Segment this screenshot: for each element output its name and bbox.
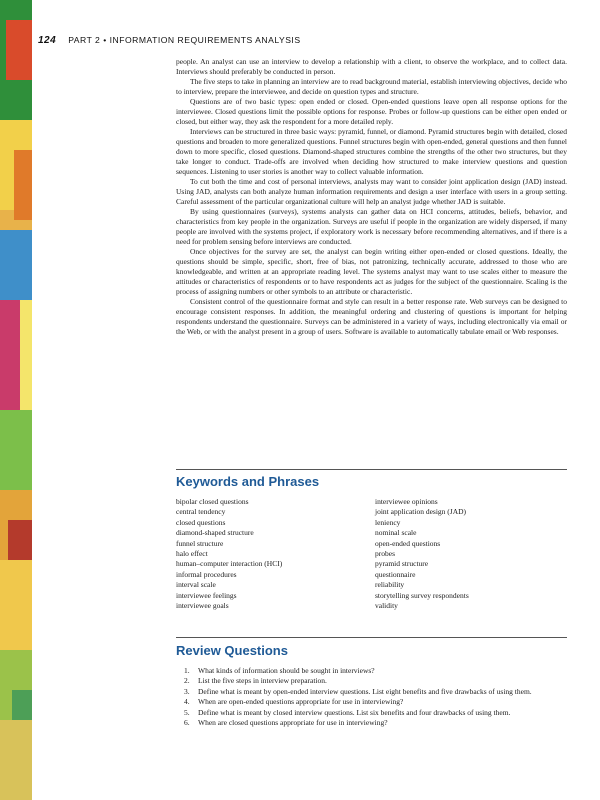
keyword: halo effect [176, 549, 208, 559]
keyword: interviewee feelings [176, 590, 237, 600]
keyword: storytelling survey respondents [375, 590, 469, 600]
keyword: reliability [375, 580, 405, 590]
list-item: 3. Define what is meant by open-ended interview questions. List eight benefits and five drawbacks of using them. [184, 686, 532, 696]
keyword: interval scale [176, 580, 216, 590]
list-item: 5. Define what is meant by closed interview questions. List six benefits and four drawbacks of using them. [184, 707, 511, 717]
review-questions-list [176, 666, 567, 728]
list-item: 2. List the five steps in interview preparation. [184, 676, 327, 686]
paragraph: Interviews can be structured in three basic ways: pyramid, funnel, or diamond. Pyramid structures begin with detailed, closed questions and broaden to more generalized questions. Funnel structures begin with open-ended, general questions and then funnel down to more specific, closed questions. Diamond-shaped structures combine the strengths of the other two structures, but they take longer to conduct. Trade-offs are involved when deciding how structured to make interview questions and question sequences. Listening to user stories is another way to collect valuable information. [176, 127, 567, 176]
keyword: questionnaire [375, 569, 416, 579]
review-heading: Review Questions [176, 643, 288, 658]
list-item: 4. When are open-ended questions appropriate for use in interviewing? [184, 697, 404, 707]
list-item: 6. When are closed questions appropriate for use in interviewing? [184, 718, 388, 728]
paragraph: Questions are of two basic types: open ended or closed. Open-ended questions leave open all response options for the interviewee. Closed questions limit the possible options for response. Probes or follow-up questions can be either open ended or closed, but either way, they ask the respondent for a more detailed reply. [176, 97, 567, 126]
keyword: funnel structure [176, 538, 224, 548]
keyword: pyramid structure [375, 559, 429, 569]
paragraph: The five steps to take in planning an interview are to read background material, establish interviewing objectives, decide who to interview, prepare the interviewee, and decide on question types and structure. [176, 77, 567, 96]
keyword: central tendency [176, 507, 226, 517]
keyword: nominal scale [375, 528, 417, 538]
keywords-right-column [375, 497, 469, 611]
keyword: human–computer interaction (HCI) [176, 559, 283, 569]
keyword: diamond-shaped structure [176, 528, 254, 538]
list-item: 1. What kinds of information should be sought in interviews? [184, 666, 375, 675]
keyword: informal procedures [176, 569, 237, 579]
part-label: PART 2 • INFORMATION REQUIREMENTS ANALYSIS [68, 35, 301, 45]
paragraph: To cut both the time and cost of personal interviews, analysts may want to consider joint application design (JAD) instead. Using JAD, analysts can both analyze human information requirements and design a user interface with users in a group setting. Careful assessment of the particular organizational culture will help an analyst judge whether JAD is suitable. [176, 177, 567, 206]
keyword: validity [375, 601, 398, 611]
keyword: probes [375, 549, 395, 559]
keyword: interviewee opinions [375, 497, 438, 506]
keyword: closed questions [176, 517, 226, 527]
page-number: 124 [38, 35, 57, 46]
keywords-left-column [176, 497, 282, 611]
paragraph: Consistent control of the questionnaire format and style can result in a better response rate. Web surveys can be designed to encourage consistent responses. In addition, the meaningful ordering and clustering of questions is important for helping respondents understand the questionnaire. Surveys can be administered in a variety of ways, including electronically via email or the Web, or with the analyst present in a group of users. Software is available to automatically tabulate email or Web responses. [176, 297, 567, 336]
keywords-heading: Keywords and Phrases [176, 474, 320, 489]
keyword: interviewee goals [176, 601, 229, 611]
running-header [38, 35, 301, 46]
paragraph: Once objectives for the survey are set, the analyst can begin writing either open-ended or closed questions. Ideally, the questions should be simple, specific, short, free of bias, not patronizing, technically accurate, addressed to those who are knowledgeable, and written at an appropriate reading level. The systems analyst may want to use scales either to measure the attitudes or characteristics of respondents or to have respondents act as judges for the subject of the questionnaire. Scaling is the process of assigning numbers or other symbols to an attribute or characteristic. [176, 247, 567, 296]
keyword: bipolar closed questions [176, 497, 249, 506]
summary-body [176, 57, 567, 337]
section-divider [176, 637, 567, 638]
keyword: joint application design (JAD) [375, 507, 467, 517]
section-divider [176, 469, 567, 470]
keyword: leniency [375, 517, 401, 527]
paragraph: By using questionnaires (surveys), systems analysts can gather data on HCI concerns, attitudes, beliefs, behavior, and characteristics from key people in the organization. Surveys are useful if people in the organization are widely dispersed, if many people are involved with the systems project, if exploratory work is necessary before recommending alternatives, and if there is a need for problem sensing before interviews are conducted. [176, 207, 567, 246]
decorative-side-strip [0, 0, 32, 800]
paragraph: people. An analyst can use an interview to develop a relationship with a client, to observe the workplace, and to collect data. Interviews should preferably be conducted in person. [176, 57, 567, 76]
keyword: open-ended questions [375, 538, 441, 548]
